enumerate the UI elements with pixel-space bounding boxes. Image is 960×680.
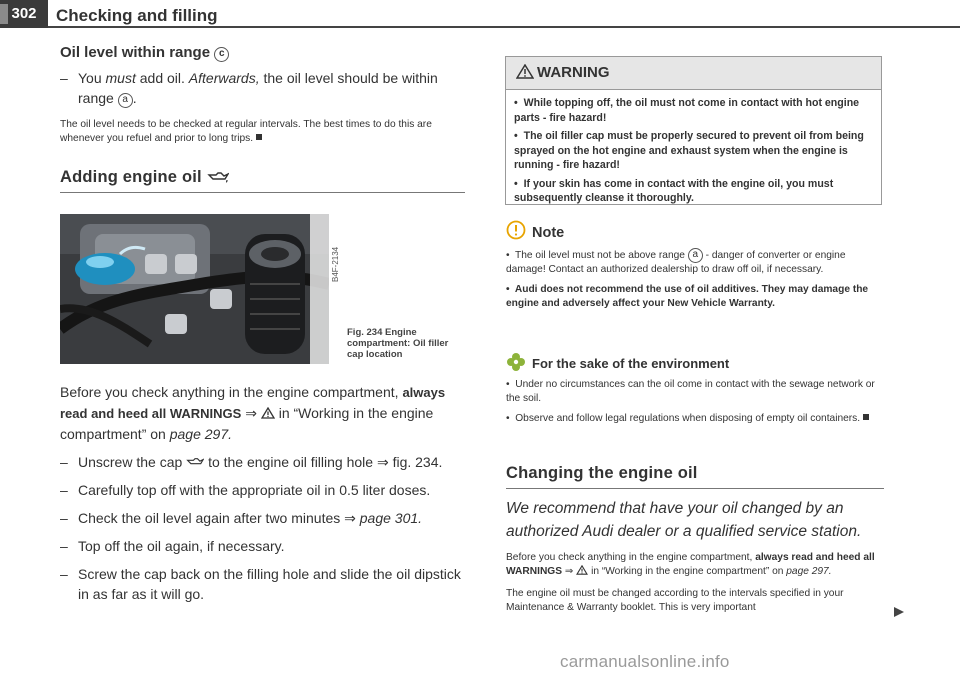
note-section	[506, 220, 884, 317]
note-item: • Audi does not recommend the use of oil additives. They may damage the engine and adversely affect your New Vehicle Warranty.	[506, 284, 869, 309]
page-number: 302	[11, 5, 37, 22]
adding-step-3: – Check the oil level again after two minutes ⇒ page 301.	[60, 510, 423, 526]
page-number-tab	[0, 0, 48, 28]
adding-step-1: – Unscrew the cap to the engine oil filling hole ⇒ fig. 234.	[60, 454, 443, 470]
oil-range-heading: Oil level within range c	[60, 44, 465, 62]
changing-oil-p1: Before you check anything in the engine compartment, always read and heed all WARNINGS ⇒ in “Working in the engine compartment” on page 297.	[506, 552, 875, 577]
adding-oil-body	[60, 382, 465, 612]
left-column-top	[60, 44, 465, 193]
adding-oil-section-heading	[60, 168, 465, 193]
figure-code: B4F-2134	[331, 246, 340, 282]
continue-arrow-icon	[892, 605, 906, 621]
watermark: carmanualsonline.info	[560, 652, 730, 671]
environment-list	[506, 378, 884, 426]
changing-oil-section	[506, 464, 884, 615]
warning-list	[506, 90, 881, 206]
header-rule	[48, 26, 960, 28]
note-exclamation-icon	[506, 220, 526, 240]
warning-triangle-icon	[516, 64, 534, 79]
engine-compartment-figure	[60, 214, 329, 364]
oil-can-icon	[207, 171, 229, 183]
changing-oil-title: Changing the engine oil	[506, 464, 698, 482]
figure-caption: Fig. 234 Engine compartment: Oil filler cap location	[347, 327, 449, 360]
note-heading: Note	[506, 220, 884, 242]
oil-range-step: – You must add oil. Afterwards, the oil level should be within range a .	[60, 70, 438, 106]
adding-step-4: – Top off the oil again, if necessary.	[60, 538, 285, 554]
warning-item: • If your skin has come in contact with the engine oil, you must subsequently cleanse it thoroughly.	[514, 177, 834, 204]
warning-triangle-icon	[576, 565, 588, 575]
oil-range-note: The oil level needs to be checked at regular intervals. The best times to do this are whenever you refuel and prior to long trips.	[60, 119, 432, 144]
end-of-section-mark	[863, 414, 869, 420]
warning-box	[505, 56, 882, 205]
environment-flower-icon	[506, 352, 526, 372]
environment-item: • Under no circumstances can the oil come in contact with the sewage network or the soil.	[506, 379, 875, 404]
warning-header: WARNING	[506, 57, 881, 90]
range-a-marker: a	[118, 93, 133, 108]
running-head: Checking and filling	[56, 6, 218, 25]
oil-can-icon	[186, 457, 204, 467]
note-item: • The oil level must not be above range a - danger of converter or engine damage! Contact an authorized dealership to draw off oil, if necessary.	[506, 249, 846, 275]
environment-section	[506, 352, 884, 432]
tab-stripe	[0, 4, 8, 24]
warning-triangle-icon	[261, 407, 275, 419]
adding-step-5: – Screw the cap back on the filling hole and slide the oil dipstick in as far as it will go.	[60, 566, 461, 602]
changing-oil-lead: We recommend that have your oil changed by an authorized Audi dealer or a qualified service station.	[506, 500, 862, 540]
warning-item: • The oil filler cap must be properly secured to prevent oil from being sprayed on the hot engine and exhaust system when the engine is running - fire hazard!	[514, 130, 864, 171]
adding-oil-title: Adding engine oil	[60, 168, 202, 186]
engine-illustration	[60, 214, 329, 364]
adding-step-2: – Carefully top off with the appropriate oil in 0.5 liter doses.	[60, 482, 431, 498]
environment-item: • Observe and follow legal regulations when disposing of empty oil containers.	[506, 412, 884, 426]
range-a-marker: a	[688, 248, 703, 263]
changing-oil-p2: The engine oil must be changed according to the intervals specified in your Maintenance & Warranty booklet. This is very important	[506, 588, 844, 613]
range-c-marker: c	[214, 47, 229, 62]
adding-oil-intro: Before you check anything in the engine compartment, always read and heed all WARNINGS ⇒ in “Working in the engine compartment” on page 297.	[60, 384, 446, 442]
warning-item: • While topping off, the oil must not come in contact with hot engine parts - fire hazard!	[514, 97, 860, 124]
note-list	[506, 248, 884, 311]
end-of-section-mark	[256, 134, 262, 140]
environment-heading: For the sake of the environment	[506, 352, 884, 373]
